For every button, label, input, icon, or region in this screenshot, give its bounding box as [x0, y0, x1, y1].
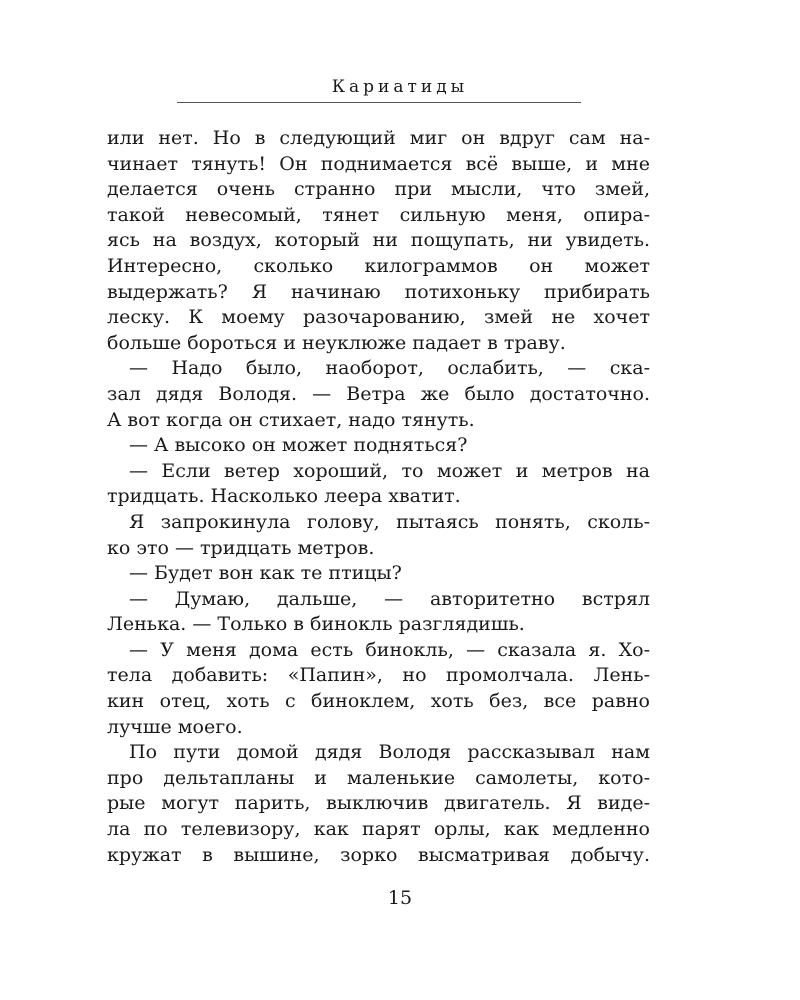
text-line: кружат в вышине, зорко высматривая добычу. [107, 843, 650, 866]
text-line: леску. К моему разочарованию, змей не хочет [107, 306, 650, 329]
text-line: тридцать. Насколько леера хватит. [107, 485, 461, 508]
text-line: выдержать? Я начинаю потихоньку прибирать [107, 280, 650, 303]
text-line: А вот когда он стихает, надо тянуть. [107, 408, 475, 431]
text-line: зал дядя Володя. — Ветра же было достаточно. [107, 382, 650, 405]
text-line: Интересно, сколько килограммов он может [107, 254, 650, 277]
text-line: — Если ветер хороший, то может и метров на [129, 459, 650, 482]
text-line: — Будет вон как те птицы? [129, 562, 402, 585]
text-line: про дельтапланы и маленькие самолеты, кото- [107, 766, 650, 789]
body-text [107, 126, 650, 868]
text-line: — У меня дома есть бинокль, — сказала я. Хо- [129, 638, 650, 661]
text-line: Ленька. — Только в бинокль разглядишь. [107, 613, 525, 636]
text-line: По пути домой дядя Володя рассказывал нам [129, 741, 650, 764]
page-number: 15 [387, 887, 413, 909]
text-line: тела добавить: «Папин», но промолчала. Лень- [107, 664, 650, 687]
text-line: — Думаю, дальше, — авторитетно встрял [129, 587, 650, 610]
text-line: больше бороться и неуклюже падает в траву. [107, 331, 566, 354]
text-line: — А высоко он может подняться? [129, 434, 468, 457]
header-rule [177, 102, 581, 103]
text-line: Я запрокинула голову, пытаясь понять, сколь- [129, 510, 650, 533]
text-line: — Надо было, наоборот, ослабить, — ска- [129, 357, 650, 380]
text-line: рые могут парить, выключив двигатель. Я виде- [107, 792, 650, 815]
text-line: ко это — тридцать метров. [107, 536, 375, 559]
text-line: кин отец, хоть с биноклем, хоть без, все равно [107, 690, 650, 713]
text-line: такой невесомый, тянет сильную меня, опира- [107, 203, 650, 226]
text-line: чинает тянуть! Он поднимается всё выше, и мне [107, 152, 650, 175]
text-line: лучше моего. [107, 715, 243, 738]
text-line: ла по телевизору, как парят орлы, как медленно [107, 818, 650, 841]
text-line: делается очень странно при мысли, что змей, [107, 178, 650, 201]
text-line: или нет. Но в следующий миг он вдруг сам на- [107, 127, 650, 149]
text-line: ясь на воздух, который ни пощупать, ни увидеть. [107, 229, 650, 252]
running-head: Кариатиды [331, 77, 469, 97]
